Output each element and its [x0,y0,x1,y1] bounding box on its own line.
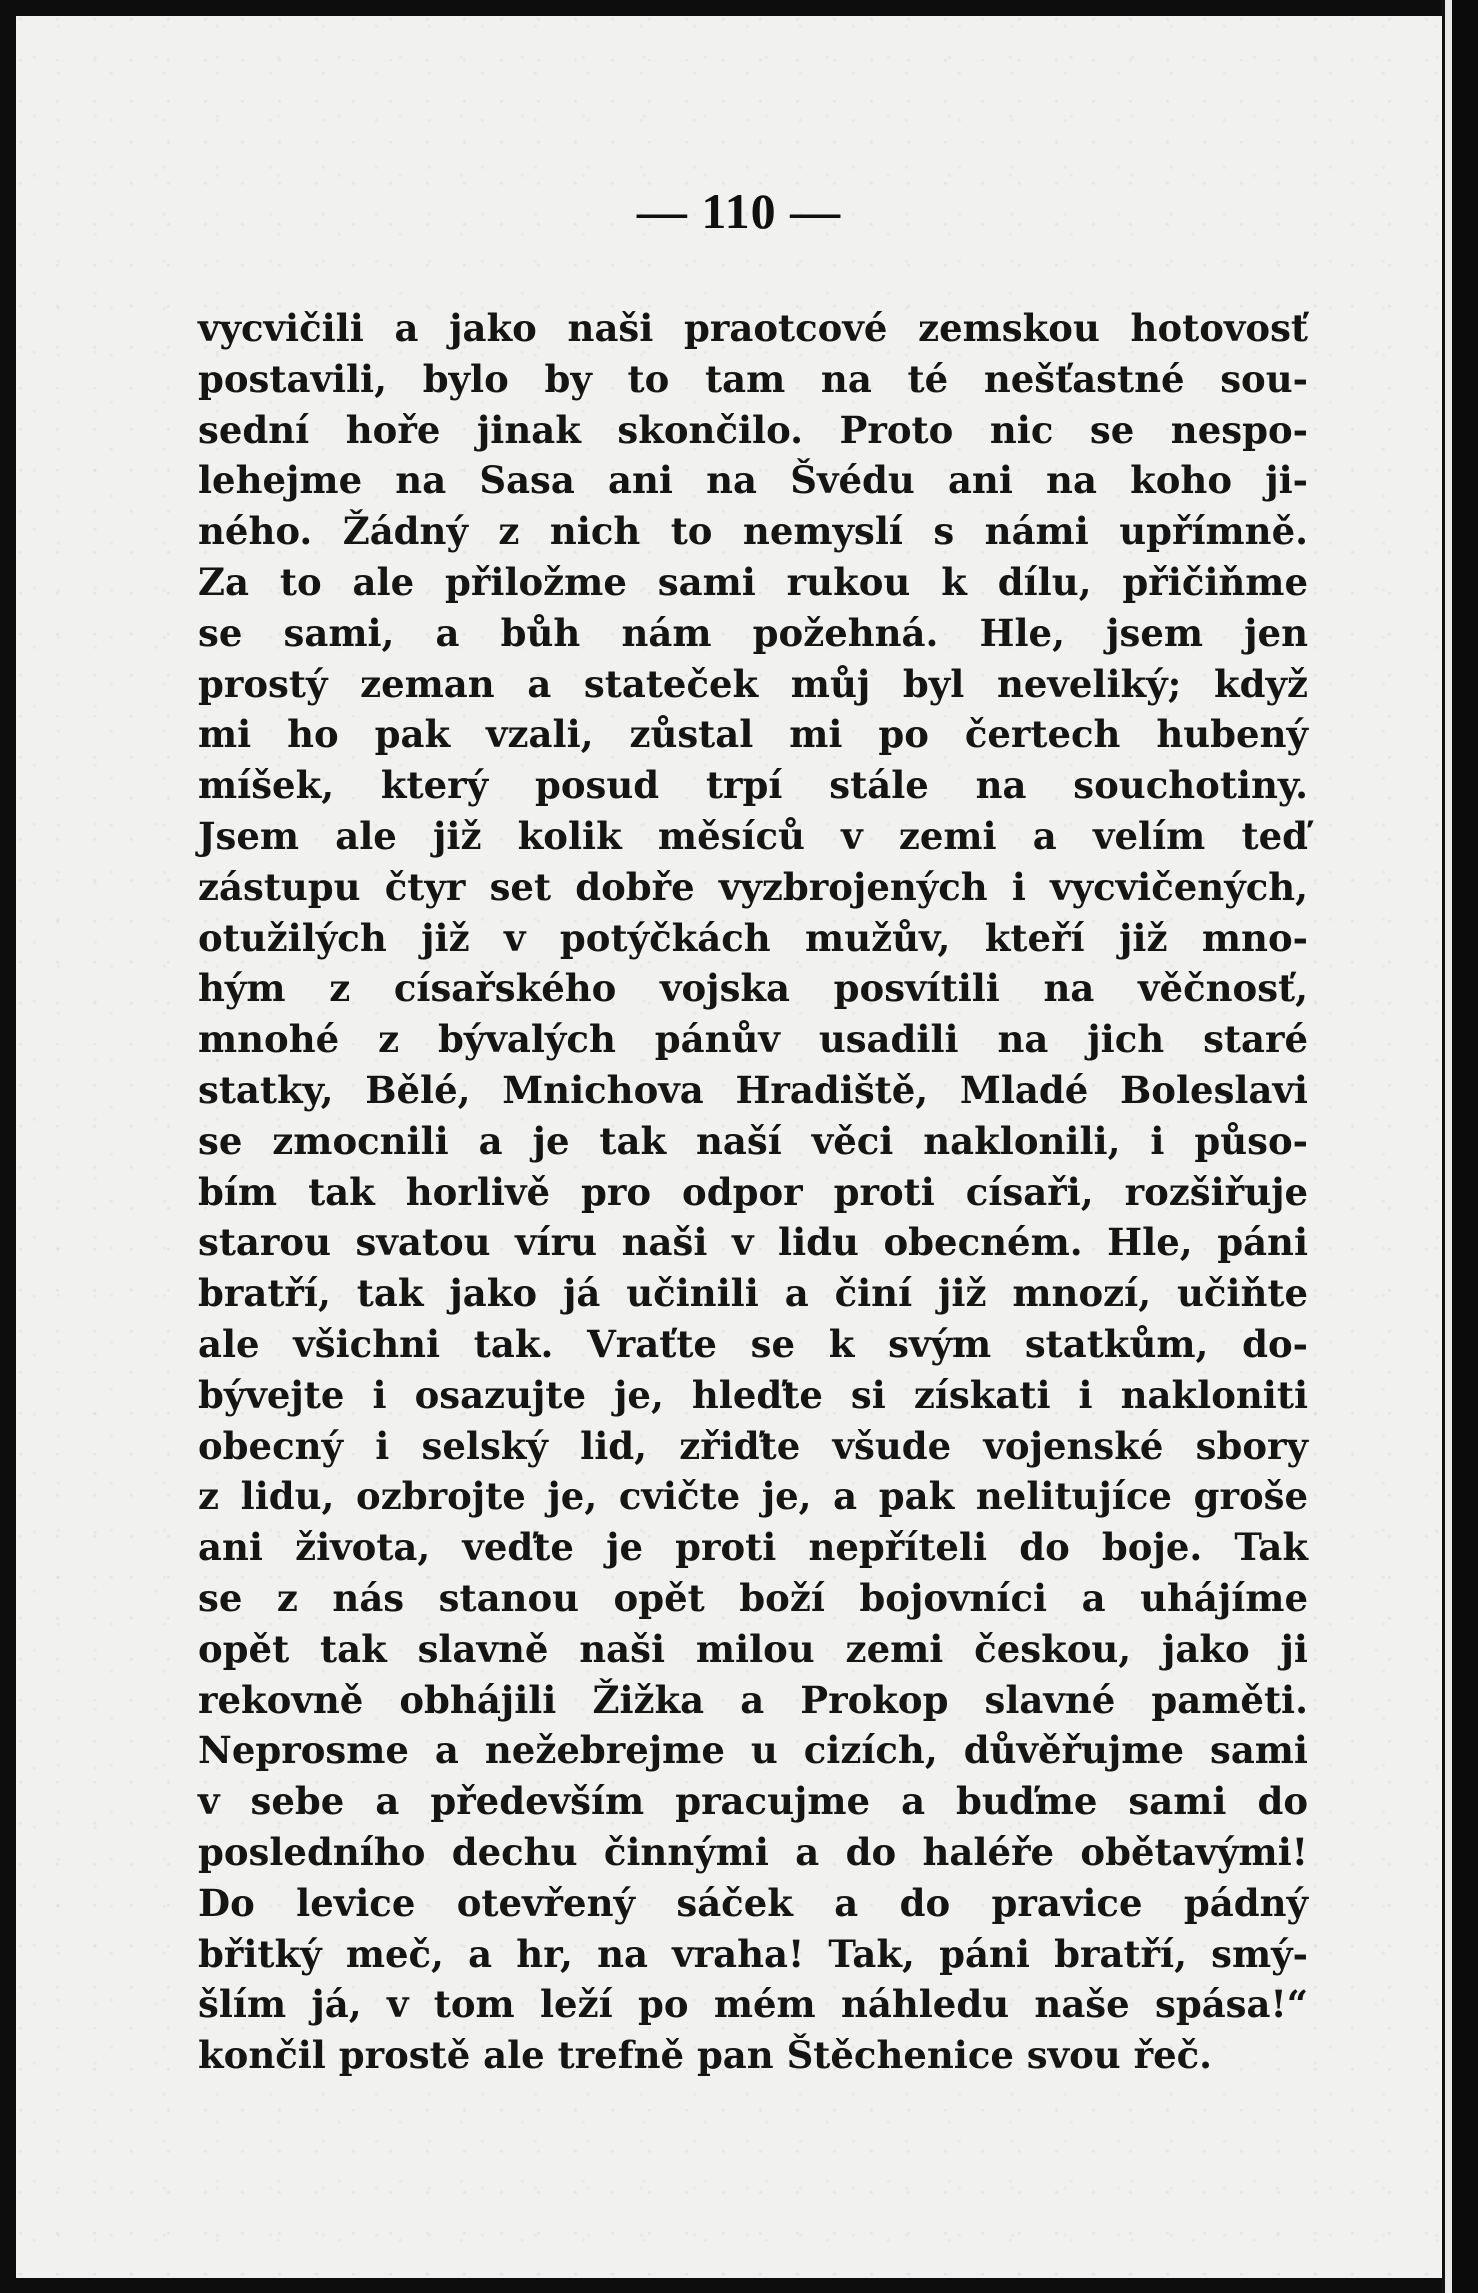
text-line: otužilých již v potýčkách mužův, kteří již mno- [198,915,1308,960]
body-text [198,303,1308,2081]
text-line: statky, Bělé, Mnichova Hradiště, Mladé Boleslavi [198,1067,1308,1112]
text-line: prostý zeman a stateček můj byl neveliký; když [198,661,1308,706]
scan-right-margin [1452,0,1478,2293]
text-line: bratří, tak jako já učinili a činí již mnozí, učiňte [198,1271,1308,1316]
text-line: šlím já, v tom leží po mém náhledu naše spása!“ [198,1982,1308,2027]
text-line: opět tak slavně naši milou zemi českou, jako ji [198,1626,1308,1671]
text-line: Za to ale přiložme sami rukou k dílu, přičiňme [198,559,1308,604]
text-line: míšek, který posud trpí stále na souchotiny. [198,763,1308,808]
text-line: v sebe a především pracujme a buďme sami do [198,1779,1308,1824]
text-line: obecný i selský lid, zřiďte všude vojenské sbory [198,1423,1308,1468]
text-line: bím tak horlivě pro odpor proti císaři, rozšiřuje [198,1169,1308,1214]
text-line: posledního dechu činnými a do haléře obětavými! [198,1829,1308,1874]
text-line: se z nás stanou opět boží bojovníci a uhájíme [198,1575,1308,1620]
text-line: se zmocnili a je tak naší věci naklonili, i půso- [198,1118,1308,1163]
text-line: ného. Žádný z nich to nemyslí s námi upřímně. [198,509,1308,554]
text-line: bývejte i osazujte je, hleďte si získati i nakloniti [198,1372,1308,1417]
text-line: lehejme na Sasa ani na Švédu ani na koho ji- [198,458,1308,503]
text-line: zástupu čtyr set dobře vyzbrojených i vycvičených, [198,864,1308,909]
page-number: — 110 — [636,183,842,239]
text-line: Jsem ale již kolik měsíců v zemi a velím teď [198,813,1308,858]
text-line-last: končil prostě ale trefně pan Štěchenice svou řeč. [198,2033,1213,2078]
text-line: ale všichni tak. Vraťte se k svým statkům, do- [198,1321,1308,1366]
text-line: mnohé z bývalých pánův usadili na jich staré [198,1017,1308,1062]
text-line: sední hoře jinak skončilo. Proto nic se nespo- [198,407,1308,452]
text-line: vycvičili a jako naši praotcové zemskou hotovosť [198,306,1308,350]
text-line: ani života, veďte je proti nepříteli do boje. Tak [198,1525,1308,1570]
text-line: Do levice otevřený sáček a do pravice pádný [198,1880,1308,1925]
text-line: břitký meč, a hr, na vraha! Tak, páni bratří, smý- [198,1931,1308,1976]
text-line: hým z císařského vojska posvítili na věčnosť, [198,966,1308,1011]
text-line: z lidu, ozbrojte je, cvičte je, a pak nelitujíce groše [198,1474,1308,1519]
text-line: rekovně obhájili Žižka a Prokop slavné paměti. [198,1677,1308,1722]
text-line: mi ho pak vzali, zůstal mi po čertech hubený [198,712,1308,757]
text-line: starou svatou víru naši v lidu obecném. Hle, páni [198,1220,1308,1265]
text-line: se sami, a bůh nám požehná. Hle, jsem jen [198,610,1308,655]
text-line: postavili, bylo by to tam na té nešťastné sou- [198,356,1308,401]
text-line: Neprosme a nežebrejme u cizích, důvěřujme sami [198,1728,1308,1773]
